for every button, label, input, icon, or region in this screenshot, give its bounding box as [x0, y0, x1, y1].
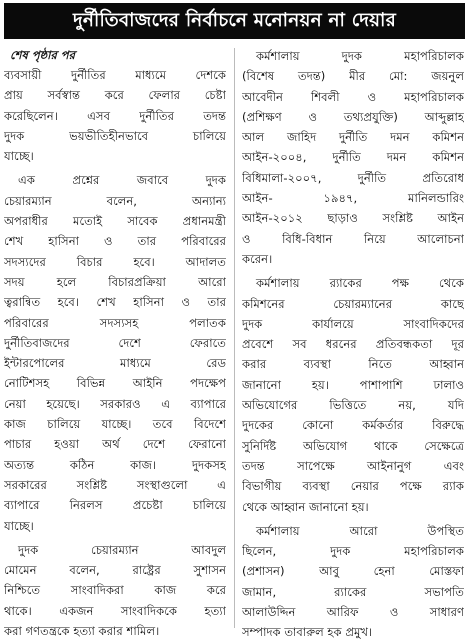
- text-line: ত্বরান্বিত হবে। শেখ হাসিনা ও তার: [4, 295, 226, 310]
- text-line: দুদক চেয়ারম্যান আবদুল: [18, 542, 226, 557]
- article-paragraph: [4, 540, 226, 641]
- text-line: আল জাহিদ দুর্নীতি দমন কমিশন: [242, 130, 464, 145]
- text-line: আইন- ১৯৪৭, মানিলন্ডারিং: [242, 191, 464, 206]
- text-line: থাকে। একজন সাংবাদিককে হত্যা: [4, 603, 226, 618]
- text-line: থেকে আহ্বান জানানো হয়।: [242, 499, 369, 514]
- text-line: বিধিমালা-২০০৭, দুর্নীতি প্রতিরোধ: [242, 170, 464, 185]
- text-line: প্রায় সর্বস্বান্ত করে ফেলার চেষ্টা: [4, 88, 226, 103]
- text-line: করা গণতন্ত্রকে হত্যা করার শামিল।: [4, 624, 160, 639]
- text-line: সদস্যদের বিচার হবে। আদালত: [4, 254, 226, 269]
- text-line: নোটিশসহ বিভিন্ন আইনি পদক্ষেপ: [4, 376, 226, 391]
- column-divider: [234, 48, 235, 628]
- text-line: করেন।: [242, 251, 273, 266]
- text-line: যাচ্ছে।: [4, 518, 34, 533]
- text-line: যাচ্ছে।: [4, 149, 34, 164]
- text-line: জামান, র‍্যাকের সভাপতি: [242, 584, 464, 599]
- text-line: নিশ্চিতে সাংবাদিকরা কাজ করে: [4, 583, 226, 598]
- text-line: করেছিলেন। এসব দুর্নীতির তদন্ত: [4, 108, 226, 123]
- text-line: অভিযোগের ভিত্তিতে নয়, যদি: [242, 398, 464, 413]
- text-line: কর্মশালায় র‍্যাকের পক্ষ থেকে: [256, 276, 464, 291]
- text-line: (প্রশাসন) আবু হেনা মোস্তফা: [242, 564, 464, 579]
- continuation-label: শেষ পৃষ্ঠার পর: [10, 48, 75, 62]
- text-line: কর্মশালায় দুদক মহাপরিচালক: [256, 49, 464, 63]
- text-line: (বিশেষ তদন্ত) মীর মো: জয়নুল: [242, 69, 464, 84]
- text-line: কর্মশালায় আরো উপস্থিত: [256, 523, 464, 538]
- text-line: অপরাধীর মতোই সাবেক প্রধানমন্ত্রী: [4, 214, 226, 229]
- text-line: এক প্রশ্নের জবাবে দুদক: [18, 173, 226, 188]
- text-line: দুদক ভয়ভীতিহীনভাবে চালিয়ে: [4, 128, 226, 143]
- article-paragraph: [4, 170, 226, 535]
- text-line: দুদক কার্যালয়ে সাংবাদিকদের: [242, 316, 464, 331]
- text-line: ইন্টারপোলের মাধ্যমে রেড: [4, 356, 226, 371]
- article-paragraph: [4, 65, 226, 166]
- text-line: ও বিধি-বিধান নিয়ে আলোচনা: [242, 231, 464, 246]
- text-line: দুদকের কোনো কর্মকর্তার বিরুদ্ধে: [242, 418, 464, 433]
- text-line: পাচার হওয়া অর্থ দেশে ফেরানো: [4, 437, 226, 452]
- text-line: মোমেন বলেন, রাষ্ট্রের সুশাসন: [4, 563, 226, 578]
- text-line: বিভাগীয় ব্যবস্থা নেয়ার পক্ষে র‍্যাক: [242, 479, 464, 494]
- text-line: সুনির্দিষ্ট অভিযোগ থাকে সেক্ষেত্রে: [242, 438, 464, 453]
- text-line: ছিলেন, দুদক মহাপরিচালক: [242, 544, 464, 559]
- text-line: চেয়ারম্যান বলেন, অন্যান্য: [4, 193, 226, 208]
- headline: দুর্নীতিবাজদের নির্বাচনে মনোনয়ন না দেয়ার: [4, 3, 465, 39]
- text-line: তদন্ত সাপেক্ষে আইনানুগ এবং: [242, 458, 464, 473]
- text-line: সদয় হলে বিচারপ্রক্রিয়া আরো: [4, 274, 226, 289]
- text-line: আবেদীন শিবলী ও মহাপরিচালক: [242, 89, 464, 104]
- text-line: (প্রশিক্ষণ ও তথ্যপ্রযুক্তি) আব্দুল্লাহ: [242, 109, 464, 124]
- text-line: কাজ চালিয়ে যাচ্ছে। তবে বিদেশে: [4, 417, 226, 432]
- text-line: প্রবেশে সব ধরনের প্রতিবন্ধকতা দূর: [242, 337, 464, 352]
- text-line: জানানো হয়। পাশাপাশি ঢালাও: [242, 377, 464, 392]
- text-line: কমিশনের চেয়ারম্যানের কাছে: [242, 296, 464, 311]
- text-line: সম্পাদক তাবারুল হক প্রমুখ।: [242, 625, 373, 640]
- article-paragraph: [242, 521, 464, 643]
- right-column: [242, 46, 464, 643]
- article-paragraph: [242, 273, 464, 517]
- text-line: আইন-২০১২ ছাড়াও সংশ্লিষ্ট আইন: [242, 211, 464, 226]
- text-line: করার ব্যবস্থা নিতে আহ্বান: [242, 357, 464, 372]
- text-line: দুর্নীতিবাজদের দেশে ফেরাতে: [4, 335, 226, 350]
- text-line: ব্যবসায়ী দুর্নীতির মাধ্যমে দেশকে: [4, 68, 226, 82]
- text-line: আইন-২০০৪, দুর্নীতি দমন কমিশন: [242, 150, 464, 165]
- text-line: সরকারের সংশ্লিষ্ট সংস্থাগুলো এ: [4, 477, 226, 492]
- text-line: অত্যন্ত কঠিন কাজ। দুদকসহ: [4, 457, 226, 472]
- text-line: আলাউদ্দিন আরিফ ও সাধারণ: [242, 605, 464, 620]
- text-line: পরিবারের সদস্যসহ পলাতক: [4, 315, 226, 330]
- left-column: [4, 46, 226, 641]
- text-line: নেয়া হয়েছে। সরকারও এ ব্যাপারে: [4, 396, 226, 411]
- text-line: শেখ হাসিনা ও তার পরিবারের: [4, 234, 226, 249]
- article-paragraph: [242, 46, 464, 269]
- text-line: ব্যাপারে নিরলস প্রচেষ্টা চালিয়ে: [4, 498, 226, 513]
